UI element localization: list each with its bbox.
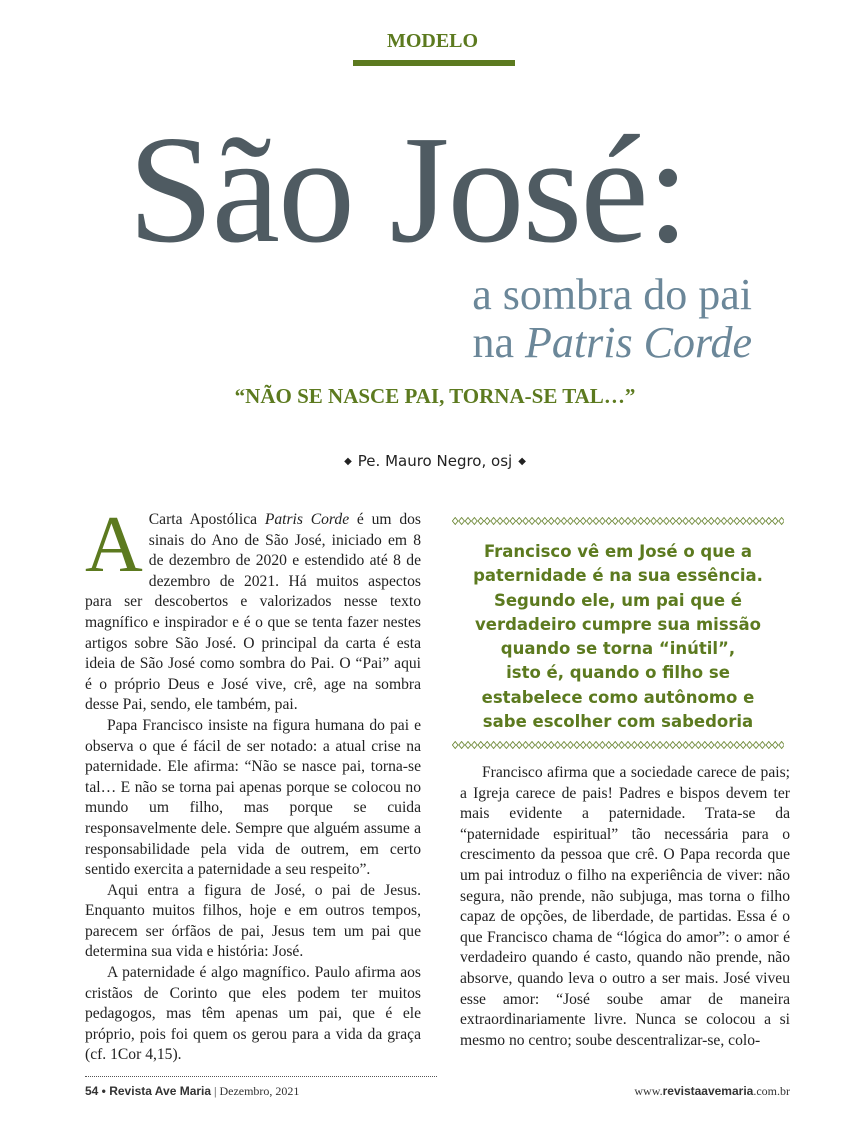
pull-quote-line: paternidade é na sua essência. xyxy=(473,566,763,586)
paragraph: Aqui entra a figura de José, o pai de Jesus. Enquanto muitos filhos, hoje e em outros tempos, parecem ser órfãos de pai, Jesus tem um pai que determina sua vida e história: José. xyxy=(85,881,421,961)
paragraph: Francisco afirma que a sociedade carece de pais; a Igreja carece de pais! Padres e bispos devem ter mais evidente a paternidade. Trata-se da “paternidade espiritual” tão necessária para o crescimento da pessoa que crê. O Papa recorda que um pai introduz o filho na experiência de viver: não segura, não prende, não subjuga, mas torna o filho capaz de opções, de liberdade, de partidas. Essa é o que Francisco chama de “lógica do amor”: o amor é verdadeiro quando é casto, quando não prende, não absorve, quando leva o outro a ser mais. José viveu esse amor: “José soube amar de maneira extraordinariamente livre. Nunca se colocou a si mesmo no centro; soube descentralizar-se, colo- xyxy=(460,764,790,1049)
pull-quote-line: estabelece como autônomo e xyxy=(481,687,755,707)
paragraph: A paternidade é algo magnífico. Paulo afirma aos cristãos de Corinto que eles podem ter muitos pedagogos, mas têm apenas um pai, que é ele próprio, pois foi quem os gerou para a vida da graça (cf. 1Cor 4,15). xyxy=(85,964,421,1064)
body-column-left xyxy=(85,501,421,1066)
section-underline xyxy=(353,60,515,66)
issue-date: Dezembro, 2021 xyxy=(219,1084,300,1098)
footer-url[interactable] xyxy=(634,1084,790,1099)
kicker-quote: “NÃO SE NASCE PAI, TORNA-SE TAL…” xyxy=(234,384,636,408)
pull-quote-line: sabe escolher com sabedoria xyxy=(482,712,754,732)
paragraph: Papa Francisco insiste na figura humana do pai e observa o que é fácil de ser notado: a atual crise na paternidade. Ele afirma: “Não se nasce pai, torna-se tal… E não se torna pai apenas porque se colocou no mundo um filho, mas porque se cuida responsavelmente dele. Sempre que alguém assume a responsabilidade pela vida de outrem, em certo sentido exercita a paternidade a seu respeito”. xyxy=(85,716,421,879)
paragraph xyxy=(85,501,421,716)
diamond-icon: ◆ xyxy=(344,456,352,467)
subtitle-prefix: na xyxy=(472,318,526,367)
pull-quote-line: isto é, quando o filho se xyxy=(506,663,730,683)
pull-quote xyxy=(452,540,784,734)
text: é um dos sinais do Ano de São José, iniciado em 8 de dezembro de 2020 e estendido até 8 de dezembro de 2021. Há muitos aspectos para ser descobertos e valorizados nesse texto magnífico e inspirador e é o que se tenta fazer nestes artigos sobre São José. O principal da carta é esta ideia de São José como sombra do Pai. O “Pai” aqui é o próprio Deus e José vive, crê, age na sombra desse Pai, sendo, ele também, pai. xyxy=(85,511,421,714)
pull-quote-line: Segundo ele, um pai que é xyxy=(493,590,743,610)
diamond-icon: ◆ xyxy=(518,456,526,467)
byline xyxy=(0,452,850,470)
subtitle-italic: Patris Corde xyxy=(525,318,752,367)
drop-cap: A xyxy=(85,501,143,589)
footer-divider xyxy=(85,1076,437,1077)
url-domain: revistaavemaria xyxy=(662,1084,754,1098)
pull-quote-line: quando se torna “inútil”, xyxy=(500,639,736,659)
separator: | xyxy=(211,1084,220,1098)
url-prefix: www. xyxy=(634,1084,663,1098)
pull-quote-line: Francisco vê em José o que a xyxy=(483,542,753,561)
article-subtitle-line2 xyxy=(473,320,752,366)
author-name: Pe. Mauro Negro, osj xyxy=(357,452,513,470)
article-title: São José: xyxy=(128,105,688,275)
pull-quote-line: verdadeiro cumpre sua missão xyxy=(475,614,761,634)
text-italic: Patris Corde xyxy=(264,511,350,528)
footer-left xyxy=(85,1084,299,1099)
body-column-right xyxy=(460,763,790,1051)
url-suffix: .com.br xyxy=(753,1084,790,1098)
diamond-border-bottom xyxy=(452,740,784,750)
article-subtitle-line1: a sombra do pai xyxy=(472,270,752,319)
text: Carta Apostólica xyxy=(148,511,265,528)
section-label: MODELO xyxy=(386,30,479,52)
page-number: 54 • Revista Ave Maria xyxy=(85,1084,212,1098)
diamond-border-top xyxy=(452,516,784,526)
